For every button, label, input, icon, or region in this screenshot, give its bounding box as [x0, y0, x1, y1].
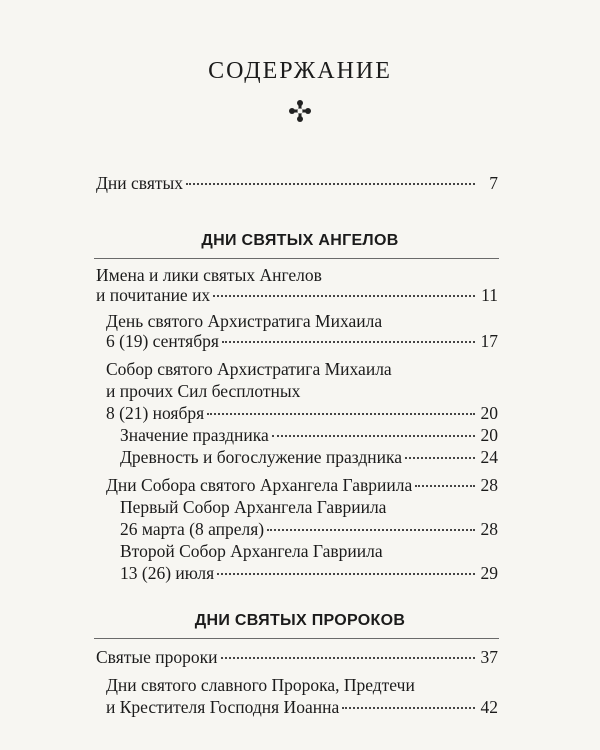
leader-dots — [221, 657, 475, 659]
toc-entry-intro[interactable] — [96, 172, 498, 194]
entry-page: 7 — [489, 173, 498, 193]
entry-line: День святого Архистратига Михаила — [106, 311, 383, 331]
entry-label: 26 марта (8 апреля) — [120, 519, 265, 539]
toc-entry-feast-meaning[interactable] — [120, 424, 498, 446]
entry-line: Собор святого Архистратига Михаила — [106, 359, 392, 379]
toc-entry-feast-antiquity[interactable] — [120, 446, 498, 468]
toc-entry-john-baptist[interactable] — [106, 696, 498, 718]
leader-dots — [267, 529, 475, 531]
section-divider — [94, 258, 499, 259]
entry-page: 28 — [480, 475, 498, 495]
toc-entry-gabriel-days[interactable] — [106, 474, 498, 496]
section-heading-angels: ДНИ СВЯТЫХ АНГЕЛОВ — [201, 232, 399, 249]
leader-dots — [207, 413, 475, 415]
entry-page: 29 — [480, 563, 498, 583]
section-heading-prophets: ДНИ СВЯТЫХ ПРОРОКОВ — [194, 612, 406, 629]
entry-page: 11 — [481, 285, 498, 305]
entry-page: 42 — [480, 697, 498, 717]
leader-dots — [217, 573, 475, 575]
leader-dots — [186, 183, 475, 185]
entry-page: 37 — [480, 647, 498, 667]
page-title: СОДЕРЖАНИЕ — [208, 58, 392, 84]
leader-dots — [415, 485, 475, 487]
entry-label: 13 (26) июля — [120, 563, 215, 583]
entry-label: Дни святых — [96, 173, 184, 193]
entry-page: 20 — [480, 403, 498, 423]
entry-page: 28 — [480, 519, 498, 539]
entry-label: и Крестителя Господня Иоанна — [106, 697, 340, 717]
entry-label: Дни Собора святого Архангела Гавриила — [106, 475, 413, 495]
leader-dots — [272, 435, 475, 437]
entry-line: Имена и лики святых Ангелов — [96, 265, 322, 285]
cross-ornament-icon — [287, 98, 313, 124]
toc-entry-michael-day[interactable] — [106, 330, 498, 352]
entry-label: Древность и богослужение праздника — [120, 447, 402, 467]
entry-page: 17 — [480, 331, 498, 351]
entry-label: Значение праздника — [120, 425, 269, 445]
entry-page: 20 — [480, 425, 498, 445]
leader-dots — [405, 457, 475, 459]
toc-entry-prophets[interactable] — [96, 646, 498, 668]
toc-entry-gabriel-first[interactable] — [120, 518, 498, 540]
entry-label: 6 (19) сентября — [106, 331, 219, 351]
entry-label: 8 (21) ноября — [106, 403, 205, 423]
leader-dots — [222, 341, 475, 343]
toc-entry-angel-names[interactable] — [96, 284, 498, 306]
toc-entry-michael-synaxis[interactable] — [106, 402, 498, 424]
section-divider — [94, 638, 499, 639]
entry-page: 24 — [480, 447, 498, 467]
toc-entry-gabriel-second[interactable] — [120, 562, 498, 584]
entry-line: Первый Собор Архангела Гавриила — [120, 497, 387, 517]
leader-dots — [213, 295, 475, 297]
entry-line: и прочих Сил бесплотных — [106, 381, 301, 401]
leader-dots — [342, 707, 475, 709]
entry-label: и почитание их — [96, 285, 211, 305]
entry-label: Святые пророки — [96, 647, 218, 667]
entry-line: Второй Собор Архангела Гавриила — [120, 541, 383, 561]
entry-line: Дни святого славного Пророка, Предтечи — [106, 675, 415, 695]
